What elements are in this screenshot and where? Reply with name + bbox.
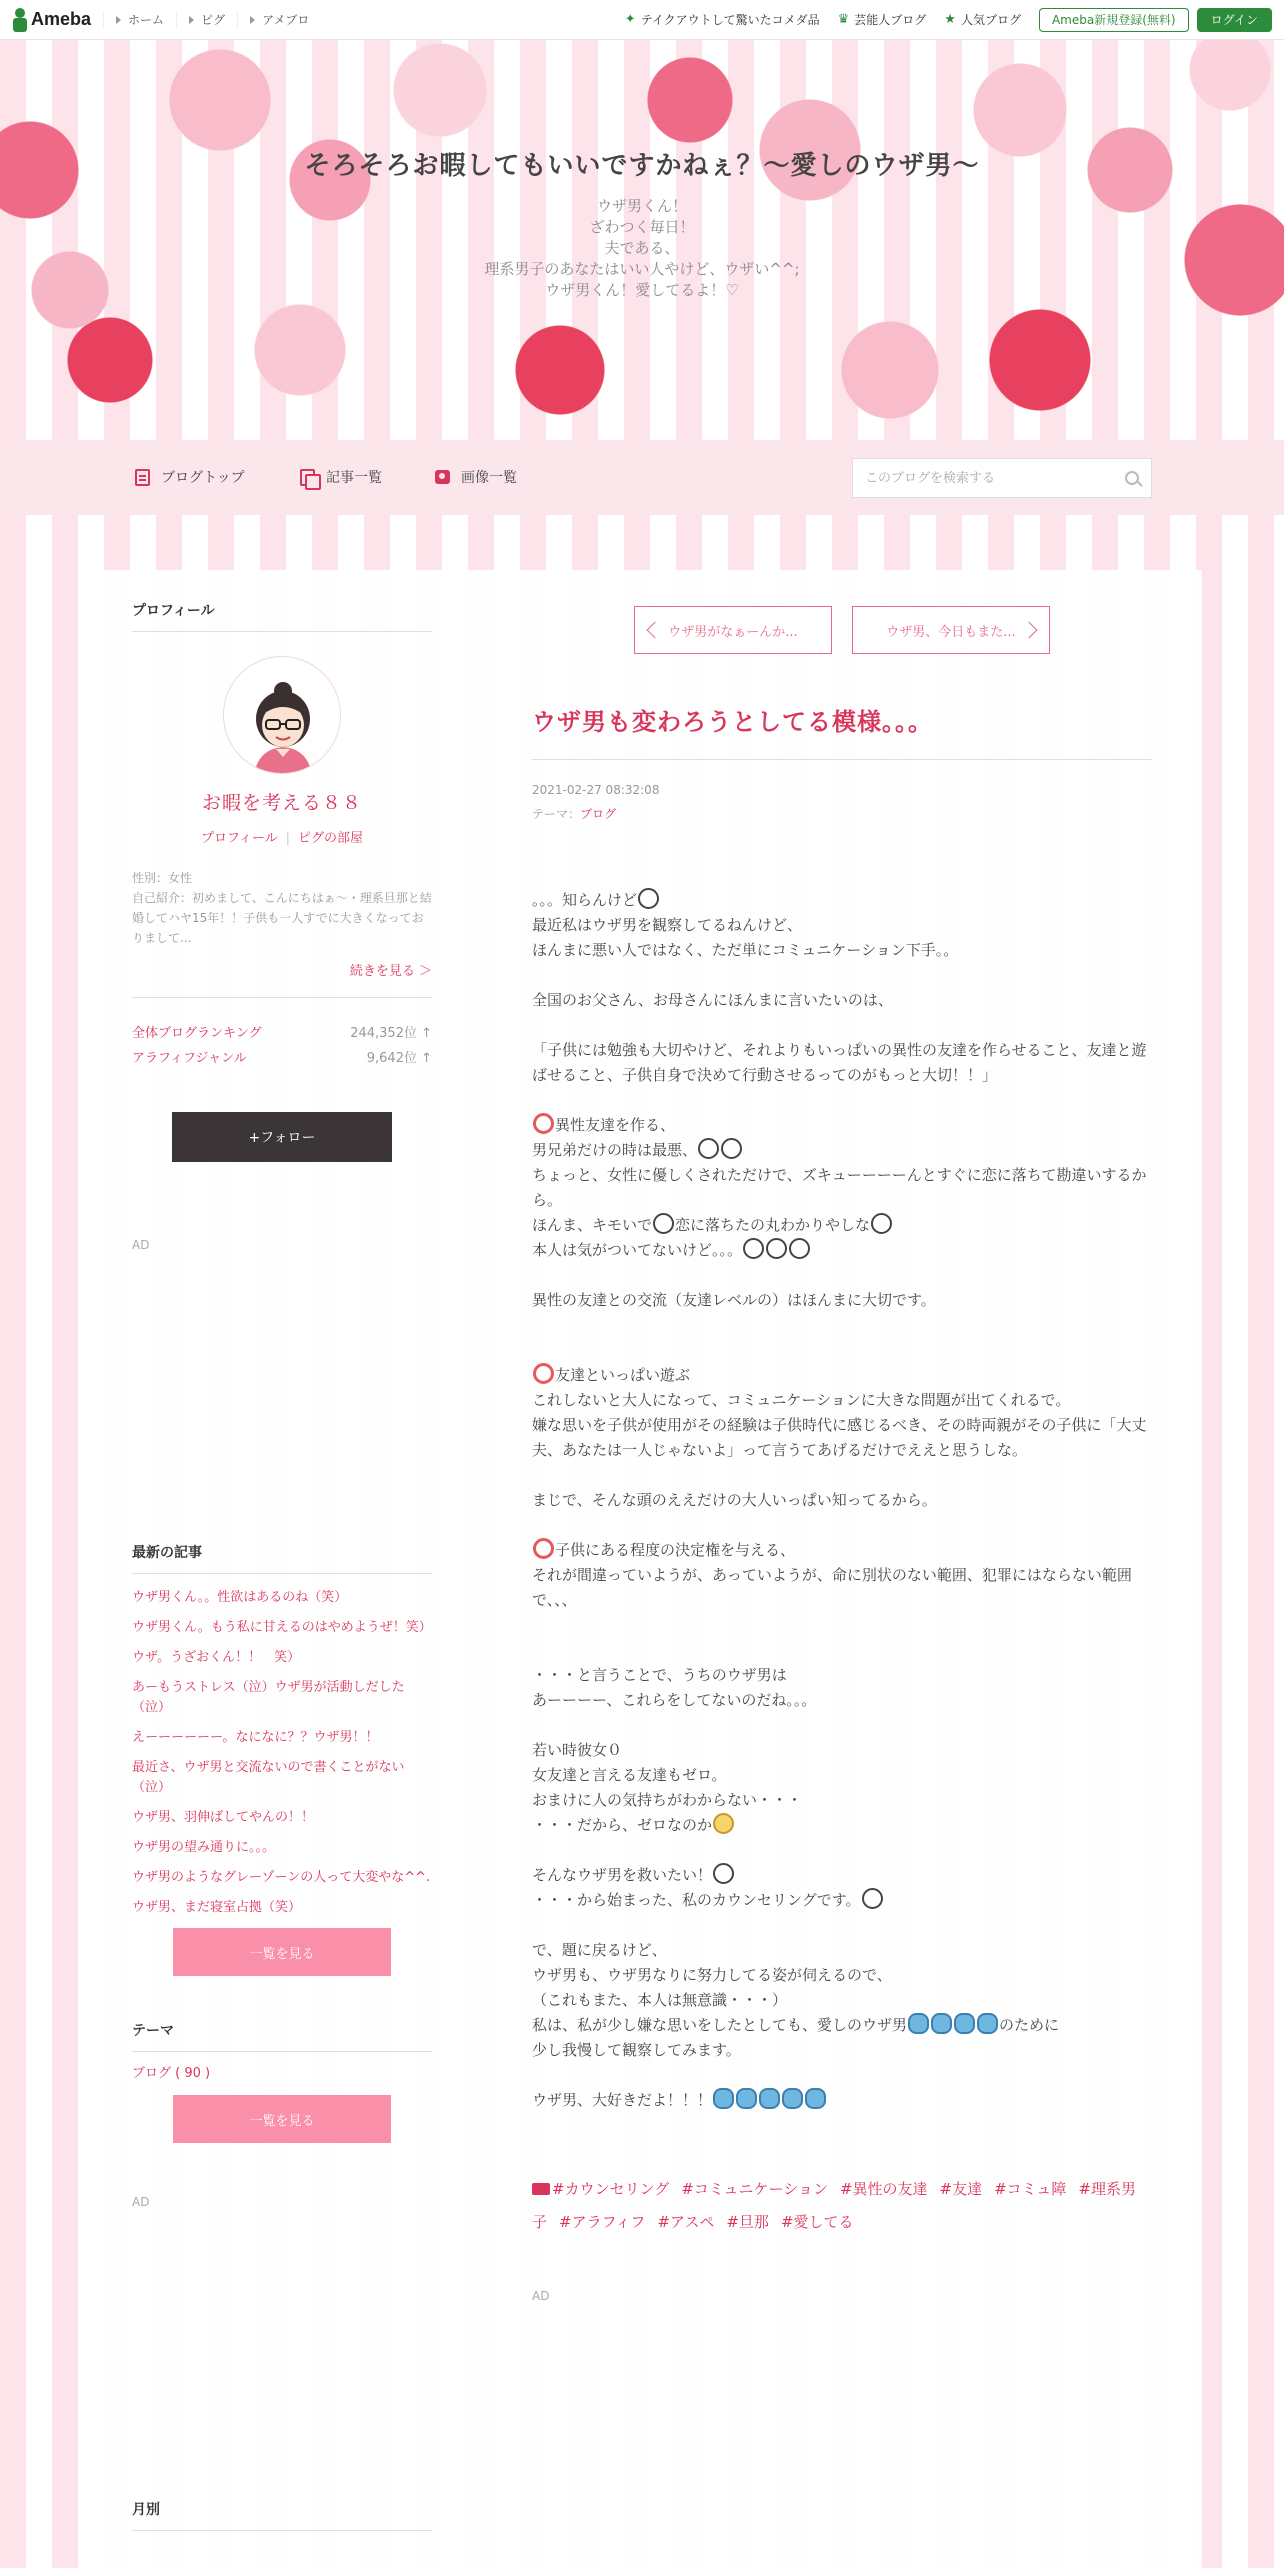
top-nav bbox=[103, 11, 321, 29]
body-paragraph: ・・・と言うことで、うちのウザ男は bbox=[532, 1666, 787, 1684]
body-paragraph bbox=[532, 1088, 1152, 1113]
hashtag-link[interactable]: #異性の友達 bbox=[839, 2180, 928, 2198]
bird-emoji-icon bbox=[931, 2013, 952, 2034]
blog-description: ウザ男くん！ ざわつく毎日！ 夫である、 理系男子のあなたはいい人やけど、ウザい^^; ウザ男くん！愛してるよ！♡ bbox=[484, 197, 800, 299]
body-paragraph: 友達といっぱい遊ぶ bbox=[532, 1363, 1152, 1388]
theme-label: テーマ： bbox=[532, 807, 581, 821]
theme-list-button[interactable]: 一覧を見る bbox=[173, 2095, 391, 2143]
nav-home[interactable]: ホーム bbox=[103, 11, 176, 29]
body-paragraph: 最近私はウザ男を観察してるねんけど、 bbox=[532, 916, 803, 934]
nav-ameblo[interactable]: アメブロ bbox=[237, 11, 321, 29]
ranking-row[interactable]: アラフィフジャンル 9,642位 ↑ bbox=[132, 1051, 432, 1066]
hashtag-link[interactable]: #アラフィフ bbox=[559, 2213, 646, 2231]
list-item[interactable]: ウザ男のようなグレーゾーンの人って大変やな^^. bbox=[132, 1870, 431, 1885]
profile-name[interactable]: お暇を考える８８ bbox=[201, 792, 362, 814]
body-paragraph: 本人は気がついてないけど。。。 bbox=[532, 1238, 1152, 1263]
body-paragraph: それが間違っていようが、あっていようが、命に別状のない範囲、犯罪にはならない範囲で、、、 bbox=[532, 1566, 1132, 1609]
triangle-icon bbox=[116, 16, 121, 24]
body-paragraph: そんなウザ男を救いたい！ bbox=[532, 1863, 1152, 1888]
star-icon: ★ bbox=[944, 12, 956, 27]
popular-blog-link[interactable]: ★ 人気ブログ bbox=[944, 12, 1021, 27]
body-paragraph: ほんまに悪い人ではなく、ただ単にコミュニケーション下手。。 bbox=[532, 941, 959, 959]
entry-date: 2021-02-27 08:32:08 bbox=[532, 783, 660, 797]
ad-label: AD bbox=[132, 2195, 150, 2209]
profile-heading: プロフィール bbox=[132, 600, 432, 632]
bird-emoji-icon bbox=[713, 2088, 734, 2109]
title-box bbox=[280, 145, 1004, 301]
body-paragraph bbox=[532, 1713, 1152, 1738]
body-paragraph: 女友達と言える友達もゼロ。 bbox=[532, 1766, 727, 1784]
copy-icon bbox=[300, 469, 315, 486]
profile-info: 性別：女性 自己紹介：初めまして、こんにちはぁ〜・理系旦那と結婚してハヤ15年！！子供も一人すでに大きくなっておりまして... bbox=[132, 871, 432, 945]
entry-theme-link[interactable]: ブログ bbox=[580, 807, 617, 821]
face-emoji-icon bbox=[713, 1863, 734, 1884]
ameba-topbar bbox=[0, 0, 1284, 40]
list-item[interactable]: 最近さ、ウザ男と交流ないので書くことがない（泣） bbox=[132, 1760, 405, 1795]
body-paragraph: ちょっと、女性に優しくされただけで、ズキューーーーんとすぐに恋に落ちて勘違いするから。 bbox=[532, 1166, 1147, 1209]
hashtags bbox=[532, 2173, 1152, 2239]
body-paragraph bbox=[532, 1338, 1152, 1363]
nav-image-list[interactable]: 画像一覧 bbox=[435, 467, 517, 487]
next-entry-button[interactable]: ウザ男、今日もまた... bbox=[852, 606, 1050, 654]
triangle-icon bbox=[250, 16, 255, 24]
body-paragraph bbox=[532, 1513, 1152, 1538]
red-mark-emoji-icon bbox=[533, 1363, 554, 1384]
chevron-left-icon bbox=[647, 622, 664, 639]
profile-links bbox=[132, 827, 432, 846]
chevron-right-icon bbox=[1021, 622, 1038, 639]
face-emoji-icon bbox=[871, 1213, 892, 1234]
crown-icon: ♛ bbox=[837, 12, 850, 27]
body-paragraph: 。。。知らんけど bbox=[532, 888, 1152, 913]
entry-meta bbox=[532, 778, 1152, 826]
body-paragraph: ウザ男、大好きだよ！！！ bbox=[532, 2088, 1152, 2113]
hashtag-link[interactable]: #アスペ bbox=[657, 2213, 715, 2231]
list-item[interactable]: ウザ男の望み通りに。。。 bbox=[132, 1840, 276, 1855]
prev-entry-button[interactable]: ウザ男がなぁーんか... bbox=[634, 606, 832, 654]
entry-body bbox=[532, 888, 1152, 2113]
body-paragraph: ウザ男も、ウザ男なりに努力してる姿が伺えるので、 bbox=[532, 1966, 892, 1984]
sparkle-icon: ✦ bbox=[624, 12, 636, 27]
face-emoji-icon bbox=[638, 888, 659, 909]
read-more-link[interactable]: 続きを見る ＞ bbox=[132, 960, 432, 998]
list-item[interactable]: あーもうストレス（泣）ウザ男が活動しだした（泣） bbox=[132, 1680, 405, 1715]
chick-emoji-icon bbox=[713, 1813, 734, 1834]
body-paragraph: 異性の友達との交流（友達レベルの）はほんまに大切です。 bbox=[532, 1291, 936, 1309]
body-paragraph: 若い時彼女０ bbox=[532, 1741, 623, 1759]
hashtag-link[interactable]: #コミュ障 bbox=[994, 2180, 1067, 2198]
sidebar bbox=[132, 600, 432, 2531]
body-paragraph: これしないと大人になって、コミュニケーションに大きな問題が出てくれるで。 bbox=[532, 1391, 1071, 1409]
recent-articles bbox=[132, 1588, 432, 1918]
pig-room-link[interactable]: ピグの部屋 bbox=[298, 831, 364, 846]
body-paragraph: あーーーー、これらをしてないのだね。。。 bbox=[532, 1691, 817, 1709]
body-paragraph bbox=[532, 1463, 1152, 1488]
nav-entry-list[interactable]: 記事一覧 bbox=[300, 467, 382, 487]
register-button[interactable]: Ameba新規登録(無料) bbox=[1039, 8, 1189, 32]
bird-emoji-icon bbox=[954, 2013, 975, 2034]
body-paragraph bbox=[532, 1613, 1152, 1638]
face-emoji-icon bbox=[766, 1238, 787, 1259]
top-right bbox=[607, 8, 1272, 32]
hashtag-icon bbox=[532, 2183, 550, 2195]
theme-heading: テーマ bbox=[132, 2020, 432, 2052]
theme-item[interactable]: ブログ ( 90 ) bbox=[132, 2066, 211, 2081]
body-paragraph bbox=[532, 1263, 1152, 1288]
body-paragraph: ・・・だから、ゼロなのか bbox=[532, 1813, 1152, 1838]
celebrity-blog-link[interactable]: ♛ 芸能人ブログ bbox=[837, 12, 927, 27]
body-paragraph: ほんま、キモいで 恋に落ちたの丸わかりやしな bbox=[532, 1213, 1152, 1238]
body-paragraph: 「子供には勉強も大切やけど、それよりもいっぱいの異性の友達を作らせること、友達と遊ばせること、子供自身で決めて行動させるってのがもっと大切！！」 bbox=[532, 1041, 1147, 1084]
list-item[interactable]: えーーーーーー。なになに？？ウザ男！！ bbox=[132, 1730, 379, 1745]
content-container bbox=[82, 570, 1202, 2568]
body-paragraph bbox=[532, 963, 1152, 988]
nav-blog-top[interactable]: ブログトップ bbox=[135, 467, 245, 487]
login-button[interactable]: ログイン bbox=[1197, 8, 1272, 32]
body-paragraph: 子供にある程度の決定権を与える、 bbox=[532, 1538, 1152, 1563]
body-paragraph bbox=[532, 1313, 1152, 1338]
trend-link[interactable]: ✦ テイクアウトして驚いたコメダ品 bbox=[624, 12, 820, 27]
ameba-logo[interactable]: Ameba bbox=[12, 8, 91, 32]
blog-navbar bbox=[0, 440, 1284, 515]
bird-emoji-icon bbox=[805, 2088, 826, 2109]
hashtag-link[interactable]: #愛してる bbox=[780, 2213, 854, 2231]
body-paragraph: おまけに人の気持ちがわからない・・・ bbox=[532, 1791, 803, 1809]
body-paragraph bbox=[532, 1013, 1152, 1038]
ad-label: AD bbox=[132, 1238, 150, 1252]
body-paragraph: ・・・から始まった、私のカウンセリングです。 bbox=[532, 1888, 1152, 1913]
monthly-heading: 月別 bbox=[132, 2499, 432, 2531]
bird-emoji-icon bbox=[977, 2013, 998, 2034]
entry-title[interactable]: ウザ男も変わろうとしてる模様。。。 bbox=[532, 702, 1152, 760]
bird-emoji-icon bbox=[782, 2088, 803, 2109]
camera-icon bbox=[435, 470, 450, 484]
list-item[interactable]: ウザ男、羽伸ばしてやんの！！ bbox=[132, 1810, 315, 1825]
avatar[interactable] bbox=[223, 656, 341, 774]
face-emoji-icon bbox=[698, 1138, 719, 1159]
body-paragraph: で、題に戻るけど、 bbox=[532, 1941, 667, 1959]
list-item[interactable]: ウザ男くん。もう私に甘えるのはやめようぜ！笑） bbox=[132, 1620, 432, 1635]
body-paragraph: （これもまた、本人は無意識・・・） bbox=[532, 1991, 788, 2009]
rankings bbox=[132, 998, 432, 1066]
ranking-row[interactable]: 全体ブログランキング 244,352位 ↑ bbox=[132, 1026, 432, 1041]
face-emoji-icon bbox=[862, 1888, 883, 1909]
hashtag-link[interactable]: #コミュニケーション bbox=[681, 2180, 828, 2198]
document-icon bbox=[135, 469, 150, 486]
face-emoji-icon bbox=[653, 1213, 674, 1234]
entry-pager bbox=[532, 606, 1152, 654]
list-item[interactable]: ウザ男、まだ寝室占拠（笑） bbox=[132, 1900, 302, 1915]
list-item[interactable]: ウザ男くん。。性欲はあるのね（笑） bbox=[132, 1590, 348, 1605]
recent-list-button[interactable]: 一覧を見る bbox=[173, 1928, 391, 1976]
hashtag-link[interactable]: #友達 bbox=[939, 2180, 983, 2198]
body-paragraph: 全国のお父さん、お母さんにほんまに言いたいのは、 bbox=[532, 991, 893, 1009]
ameba-logo-icon bbox=[12, 8, 28, 32]
separator: | bbox=[285, 831, 291, 846]
blog-title[interactable]: そろそろお暇してもいいですかねぇ？〜愛しのウザ男〜 bbox=[304, 151, 980, 181]
hashtag-link[interactable]: #理系男子 bbox=[532, 2180, 1136, 2231]
search-icon[interactable] bbox=[1125, 471, 1139, 485]
face-emoji-icon bbox=[721, 1138, 742, 1159]
body-paragraph: 異性友達を作る、 bbox=[532, 1113, 1152, 1138]
avatar-illustration bbox=[224, 657, 341, 774]
bird-emoji-icon bbox=[759, 2088, 780, 2109]
blog-search bbox=[852, 458, 1152, 498]
search-input[interactable] bbox=[865, 471, 1125, 486]
list-item[interactable]: ウザ。うざおくん！！ 笑） bbox=[132, 1650, 301, 1665]
triangle-icon bbox=[189, 16, 194, 24]
hashtag-link[interactable]: #カウンセリング bbox=[552, 2180, 670, 2198]
body-paragraph bbox=[532, 1838, 1152, 1863]
recent-heading: 最新の記事 bbox=[132, 1542, 432, 1574]
blog-header bbox=[0, 40, 1284, 440]
body-paragraph: 男兄弟だけの時は最悪、 bbox=[532, 1138, 1152, 1163]
profile-link[interactable]: プロフィール bbox=[200, 831, 278, 846]
red-mark-emoji-icon bbox=[533, 1538, 554, 1559]
hashtag-link[interactable]: #旦那 bbox=[726, 2213, 769, 2231]
bird-emoji-icon bbox=[736, 2088, 757, 2109]
body-paragraph bbox=[532, 2063, 1152, 2088]
follow-button[interactable]: +フォロー bbox=[172, 1112, 392, 1162]
face-emoji-icon bbox=[743, 1238, 764, 1259]
body-paragraph bbox=[532, 1638, 1152, 1663]
body-paragraph: まじで、そんな頭のええだけの大人いっぱい知ってるから。 bbox=[532, 1491, 937, 1509]
face-emoji-icon bbox=[789, 1238, 810, 1259]
body-paragraph bbox=[532, 1913, 1152, 1938]
body-paragraph: 嫌な思いを子供が使用がその経験は子供時代に感じるべき、その時両親がその子供に「大丈夫、あなたは一人じゃないよ」って言うてあげるだけでええと思うしな。 bbox=[532, 1416, 1147, 1459]
nav-pig[interactable]: ピグ bbox=[176, 11, 237, 29]
bird-emoji-icon bbox=[908, 2013, 929, 2034]
red-mark-emoji-icon bbox=[533, 1113, 554, 1134]
ad-label: AD bbox=[532, 2289, 550, 2303]
body-paragraph: 私は、私が少し嫌な思いをしたとしても、愛しのウザ男 のために bbox=[532, 2013, 1152, 2038]
entry-main bbox=[532, 606, 1152, 2303]
body-paragraph: 少し我慢して観察してみます。 bbox=[532, 2041, 741, 2059]
